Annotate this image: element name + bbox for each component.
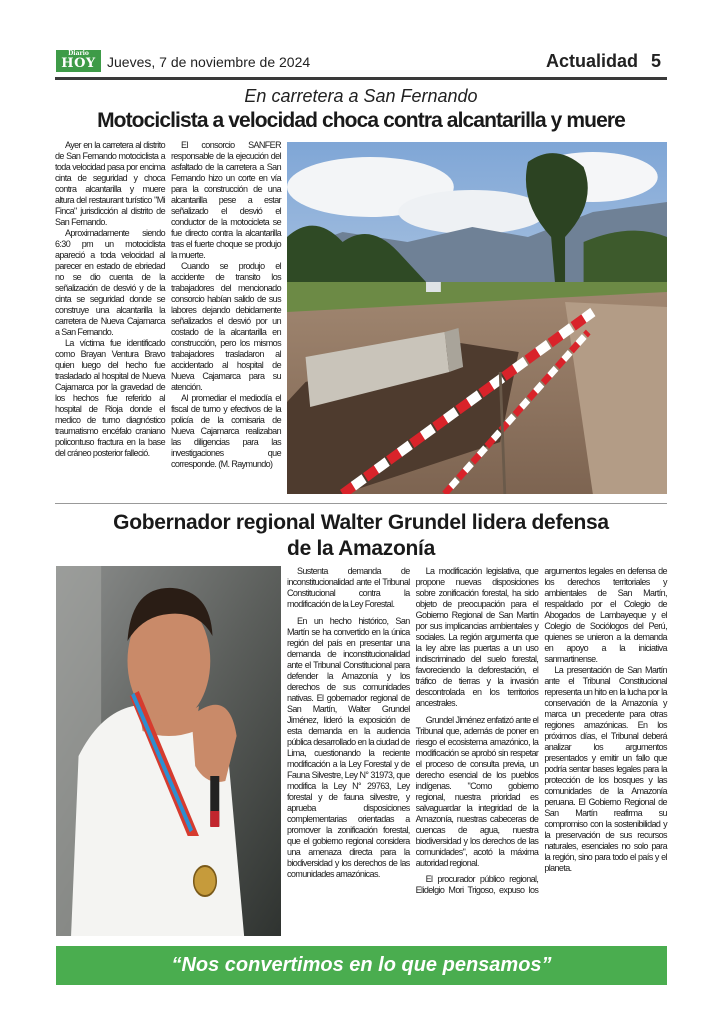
paragraph: Aproximadamente siendo 6:30 pm un motociclista apareció a toda velocidad al parecer en estado de ebriedad no se dio cuenta de la señalización de desvió y de la cinta se seguridad donde se construye una alcantarilla la carretera de Nueva Cajamarca a San Fernando. <box>55 228 165 337</box>
governor-photo <box>56 566 281 936</box>
page-header <box>55 48 667 77</box>
article1 <box>55 140 667 494</box>
article2-headline <box>55 510 667 562</box>
issue-date: Jueves, 7 de noviembre de 2024 <box>107 54 311 70</box>
headline-line: de la Amazonía <box>287 537 435 560</box>
article1-kicker: En carretera a San Fernando <box>244 86 478 106</box>
paragraph: Ayer en la carretera al distrito de San Fernando motociclista a toda velocidad pasa por encima cinta de seguridad y choca contra alcantarilla y muere altura del restaurant turístico "Mi Finca" jurisdicción al distrito de San Fernando. <box>55 140 165 227</box>
newspaper-page <box>55 48 667 985</box>
paragraph: El consorcio SANFER responsable de la ejecución del asfaltado de la carretera a San Fernando hizo un corte en vía para la construcción de una alcantarilla pese a estar señalizado el desvió el conductor de la motocicleta se fue directo contra la alcantarilla tras el fuerte choque se produjo la muerte. <box>171 140 281 260</box>
article1-headline: Motociclista a velocidad choca contra alcantarilla y muere <box>97 109 625 132</box>
paragraph: Al promediar el mediodía el fiscal de turno y efectivos de la policía de la comisaria de Nueva Cajamarca realizaban las diligencias para las investigaciones que corresponde. (M. Raymundo) <box>171 393 281 469</box>
section-title: Actualidad <box>546 51 639 71</box>
article2-body <box>287 566 667 896</box>
paragraph: En un hecho histórico, San Martín se ha convertido en la única región del país en presentar una demanda de inconstitucionalidad ante el Tribunal Constitucional para defender la Amazonía y los derechos de sus comunidades nativas. El gobernador regional de San Martín, Walter Grundel Jiménez, lideró la exposición de esta demanda en la audiencia pública desarrollado en la ciudad de Lima, cuestionando la reciente modificación a la Ley Forestal y de Fauna Silvestre, Ley N° 31973, que modifica la Ley N° 29763, Ley forestal y de fauna silvestre, y aprueba disposiciones complementarias orientadas a promover la zonificación forestal, que el gobierno regional considera una amenaza directa para la biodiversidad y los derechos de las comunidades amazónicas. <box>287 615 410 879</box>
headline-line: Gobernador regional Walter Grundel lidera defensa <box>113 511 609 534</box>
logo-main-text: HOY <box>61 56 96 71</box>
accident-site-photo <box>287 142 667 494</box>
paragraph: El procurador público regional, Elidelgio Mori Trigoso, expuso los argumentos legales en defensa de los derechos territoriales y ambientales de San Martín, respaldado por el Colegio de Abogados de Lambayeque y el Colegio de Sociólogos del Perú, quienes se unieron a la demanda en apoyo a la iniciativa sanmartinense. <box>415 566 667 895</box>
paragraph: Grundel Jiménez enfatizó ante el Tribunal que, además de poner en riesgo el ecosistema amazónico, la modificación se aprobó sin respetar el proceso de consulta previa, un derecho esencial de los pueblos indígenas. "Como gobierno regional, nuestra prioridad es salvaguardar la integridad de la Amazonía, nuestras cabeceras de cuencas de agua, nuestra biodiversidad y los derechos de las comunidades", acotó la máxima autoridad regional. <box>415 714 539 868</box>
newspaper-logo <box>56 50 101 72</box>
header-rule <box>55 77 667 80</box>
article1-body <box>55 140 281 470</box>
paragraph: Sustenta demanda de inconstitucionalidad ante el Tribunal Constitucional contra la modificación de la Ley Forestal. <box>287 566 410 609</box>
article-divider <box>55 503 667 504</box>
paragraph: Cuando se produjo el accidente de transito los trabajadores del mencionado consorcio habían salido de sus labores dejando debidamente señalizados el desvió por un costado de la alcantarilla en construcción, pero los mismos trabajadores trasladaron al accidentado al hospital de Nueva Cajamarca para su atención. <box>171 261 281 392</box>
logo-top-text: Diario <box>68 50 89 57</box>
article2 <box>55 566 667 936</box>
paragraph: La modificación legislativa, que propone nuevas disposiciones sobre zonificación forestal, ha sido objeto de preocupación para el Gobierno Regional de San Martín por sus implicancias ambientales y sociales. La región argumenta que la ley abre las puertas a un uso indiscriminado del suelo forestal, favoreciendo la deforestación, el tráfico de tierras y la invasión descontrolada en los territorios ancestrales. <box>415 566 539 708</box>
paragraph: La presentación de San Martín ante el Tribunal Constitucional representa un hito en la lucha por la conservación de la Amazonía y marca un precedente para otras regiones amazónicas. En los próximos días, el Tribunal deberá analizar los argumentos presentados y emitir un fallo que podría sentar bases legales para la protección de los bosques y las comunidades de la Amazonía peruana. El Gobierno Regional de San Martín reafirma su compromiso con la sostenibilidad y la preservación de sus recursos naturales, esenciales no solo para la región, sino para todo el país y el planeta. <box>544 665 667 873</box>
quote-banner: “Nos convertimos en lo que pensamos” <box>56 946 667 985</box>
page-number: 5 <box>651 51 662 71</box>
paragraph: La víctima fue identificado como Brayan Ventura Bravo quien luego del hecho fue trasladado al hospital de Nueva Cajamarca por la gravedad de los hechos fue referido al hospital de Rioja donde el medico de turno diagnóstico traumatismo encéfalo craniano policontuso fractura en la base del cráneo posterior falleció. <box>55 338 165 458</box>
